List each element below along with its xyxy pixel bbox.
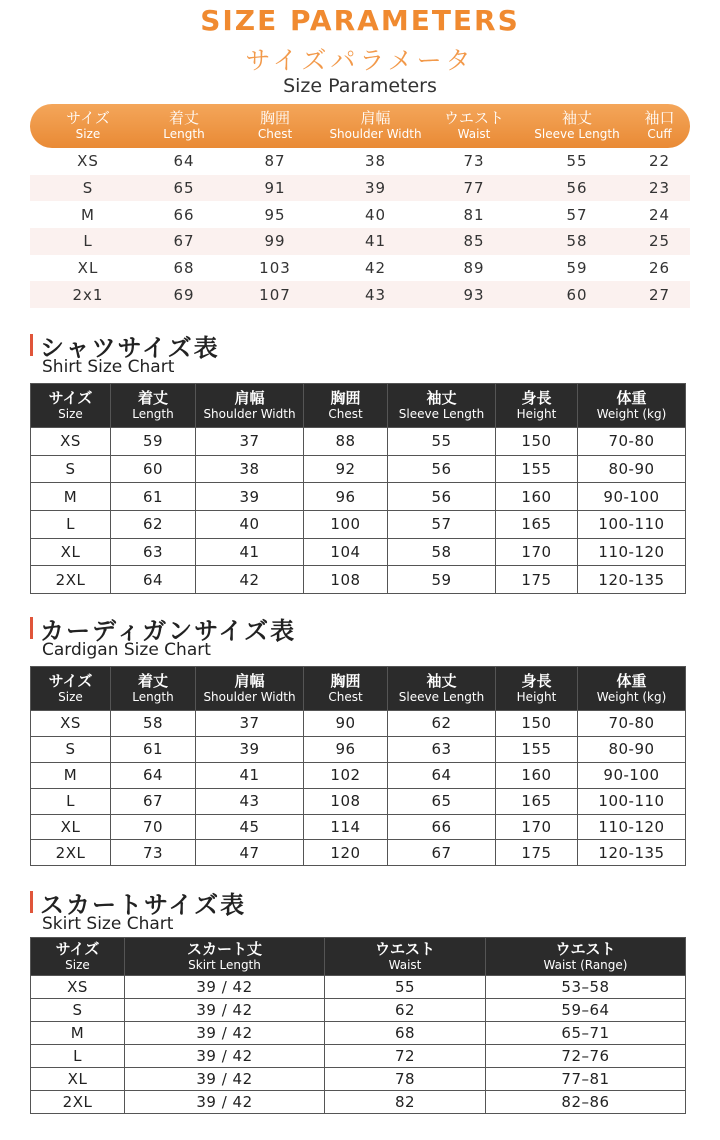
cardigan-title-jp: カーディガンサイズ表 xyxy=(40,617,297,645)
column-header-en: Height xyxy=(516,407,557,421)
table-cell: 77 xyxy=(463,179,485,198)
column-header-en: Size xyxy=(58,407,83,421)
column-header-jp: ウエスト xyxy=(443,109,504,127)
table-cell: 39 / 42 xyxy=(125,1068,325,1091)
column-header-jp: 袖丈 xyxy=(426,672,457,690)
table-cell: 165 xyxy=(496,788,578,814)
table-row xyxy=(31,711,686,737)
table-cell: 59–64 xyxy=(486,999,686,1022)
table-cell: 56 xyxy=(388,483,496,511)
table-cell: 73 xyxy=(463,152,485,171)
table-row xyxy=(31,538,686,566)
column-header-en: Sleeve Length xyxy=(398,407,485,421)
table-cell: 65 xyxy=(173,179,195,198)
column-header-en: Shoulder Width xyxy=(203,690,296,704)
table-cell: 150 xyxy=(496,428,578,456)
table-cell: 90-100 xyxy=(578,762,686,788)
column-header xyxy=(578,384,686,428)
table-cell: 53–58 xyxy=(486,976,686,999)
table-cell: 100-110 xyxy=(578,511,686,539)
table-cell: 56 xyxy=(388,455,496,483)
table-cell: 64 xyxy=(111,762,196,788)
table-cell: 63 xyxy=(388,736,496,762)
table-cell: 69 xyxy=(173,285,195,304)
table-cell: 61 xyxy=(111,736,196,762)
table-cell: 56 xyxy=(566,179,588,198)
table-cell: 66 xyxy=(173,205,195,224)
table-row xyxy=(31,762,686,788)
column-header-en: Size xyxy=(75,127,101,141)
column-header-jp: 袖口 xyxy=(644,109,675,127)
table-cell: 57 xyxy=(566,205,588,224)
table-cell: 68 xyxy=(325,1022,486,1045)
page-subtitle-jp: サイズパラメータ xyxy=(245,46,475,75)
table-cell: 67 xyxy=(388,840,496,866)
column-header xyxy=(388,667,496,711)
table-cell: L xyxy=(31,511,111,539)
table-cell: 40 xyxy=(364,205,387,224)
table-cell: 104 xyxy=(304,538,388,566)
table-cell: 170 xyxy=(496,814,578,840)
table-row xyxy=(31,566,686,594)
table-row xyxy=(31,483,686,511)
table-cell: 62 xyxy=(325,999,486,1022)
column-header xyxy=(304,667,388,711)
table-cell: 45 xyxy=(196,814,304,840)
column-header-en: Cuff xyxy=(647,127,672,141)
table-cell: 27 xyxy=(648,285,671,304)
table-row xyxy=(30,228,690,255)
column-header-jp: サイズ xyxy=(55,940,100,958)
column-header-jp: 胸囲 xyxy=(259,109,290,127)
column-header-jp: サイズ xyxy=(66,109,110,127)
table-cell: 2XL xyxy=(31,566,111,594)
column-header-jp: サイズ xyxy=(48,672,93,690)
table-cell: 108 xyxy=(304,566,388,594)
table-row xyxy=(31,1091,686,1114)
table-row xyxy=(30,255,690,282)
table-cell: 41 xyxy=(196,762,304,788)
table-cell: 39 xyxy=(196,483,304,511)
table-cell: 40 xyxy=(196,511,304,539)
cardigan-title-en: Cardigan Size Chart xyxy=(42,640,211,660)
table-row xyxy=(31,1045,686,1068)
table-row xyxy=(31,999,686,1022)
column-header-en: Length xyxy=(163,127,205,141)
table-cell: M xyxy=(31,1022,125,1045)
column-header-jp: ウエスト xyxy=(555,940,616,958)
table-cell: 58 xyxy=(388,538,496,566)
table-cell: 39 / 42 xyxy=(125,999,325,1022)
table-cell: 70-80 xyxy=(578,428,686,456)
column-header xyxy=(31,384,111,428)
table-cell: 2XL xyxy=(31,840,111,866)
table-cell: 62 xyxy=(388,711,496,737)
column-header xyxy=(525,104,629,148)
table-cell: 110-120 xyxy=(578,538,686,566)
column-header-en: Length xyxy=(132,690,174,704)
column-header-jp: 胸囲 xyxy=(330,672,361,690)
table-cell: 114 xyxy=(304,814,388,840)
column-header-en: Chest xyxy=(257,127,293,141)
table-cell: 65 xyxy=(388,788,496,814)
table-cell: 58 xyxy=(111,711,196,737)
table-cell: 42 xyxy=(364,259,387,278)
table-cell: 64 xyxy=(388,762,496,788)
column-header xyxy=(325,938,486,976)
column-header xyxy=(111,667,196,711)
table-cell: 26 xyxy=(648,259,671,278)
table-cell: 55 xyxy=(388,428,496,456)
column-header xyxy=(222,104,328,148)
table-cell: 150 xyxy=(496,711,578,737)
column-header-jp: 体重 xyxy=(616,672,647,690)
column-header-jp: 肩幅 xyxy=(360,109,391,127)
cardigan-size-table xyxy=(30,666,686,866)
column-header xyxy=(30,104,146,148)
table-cell: 165 xyxy=(496,511,578,539)
table-cell: 85 xyxy=(463,232,485,251)
column-header xyxy=(629,104,690,148)
column-header xyxy=(388,384,496,428)
table-cell: S xyxy=(82,179,94,198)
table-cell: 64 xyxy=(173,152,195,171)
section-accent-bar xyxy=(30,334,33,356)
column-header-en: Shoulder Width xyxy=(203,407,296,421)
skirt-title-jp: スカートサイズ表 xyxy=(40,891,247,919)
column-header-jp: 身長 xyxy=(521,672,552,690)
column-header-jp: 肩幅 xyxy=(234,389,265,407)
shirt-title-en: Shirt Size Chart xyxy=(42,357,175,377)
table-cell: 82 xyxy=(325,1091,486,1114)
table-cell: XL xyxy=(31,538,111,566)
skirt-size-table xyxy=(30,937,686,1114)
size-parameters-header xyxy=(30,104,690,148)
column-header xyxy=(304,384,388,428)
table-row xyxy=(31,736,686,762)
table-row xyxy=(30,175,690,202)
section-accent-bar xyxy=(30,891,33,913)
table-cell: XS xyxy=(31,428,111,456)
column-header-en: Height xyxy=(516,690,557,704)
table-cell: 39 / 42 xyxy=(125,1091,325,1114)
table-cell: 99 xyxy=(264,232,286,251)
table-cell: 107 xyxy=(259,285,291,304)
table-cell: 155 xyxy=(496,455,578,483)
table-cell: 41 xyxy=(364,232,387,251)
column-header-jp: 肩幅 xyxy=(234,672,265,690)
column-header-en: Size xyxy=(65,958,90,972)
column-header xyxy=(31,938,125,976)
table-cell: 62 xyxy=(111,511,196,539)
table-row xyxy=(31,788,686,814)
table-cell: 67 xyxy=(173,232,195,251)
table-cell: 120 xyxy=(304,840,388,866)
table-cell: 42 xyxy=(196,566,304,594)
column-header-jp: サイズ xyxy=(48,389,93,407)
section-accent-bar xyxy=(30,617,33,639)
table-cell: 65–71 xyxy=(486,1022,686,1045)
table-cell: XS xyxy=(77,152,99,171)
table-cell: 96 xyxy=(304,483,388,511)
table-cell: S xyxy=(31,455,111,483)
table-cell: 39 / 42 xyxy=(125,1022,325,1045)
table-cell: 160 xyxy=(496,762,578,788)
column-header-en: Sleeve Length xyxy=(534,127,620,141)
table-cell: 38 xyxy=(364,152,387,171)
table-cell: 72 xyxy=(325,1045,486,1068)
table-cell: 155 xyxy=(496,736,578,762)
table-cell: 89 xyxy=(463,259,485,278)
table-cell: 63 xyxy=(111,538,196,566)
table-cell: 2x1 xyxy=(72,285,104,304)
table-cell: 67 xyxy=(111,788,196,814)
table-cell: 87 xyxy=(264,152,286,171)
table-cell: 55 xyxy=(325,976,486,999)
column-header-en: Sleeve Length xyxy=(398,690,485,704)
column-header-en: Length xyxy=(132,407,174,421)
table-cell: XL xyxy=(31,1068,125,1091)
column-header-jp: 着丈 xyxy=(137,672,168,690)
table-cell: M xyxy=(31,483,111,511)
column-header-en: Size xyxy=(58,690,83,704)
table-cell: 57 xyxy=(388,511,496,539)
table-cell: 37 xyxy=(196,711,304,737)
table-row xyxy=(31,1068,686,1091)
table-cell: 80-90 xyxy=(578,455,686,483)
table-cell: 81 xyxy=(463,205,485,224)
table-cell: 41 xyxy=(196,538,304,566)
table-cell: 175 xyxy=(496,840,578,866)
table-cell: 91 xyxy=(264,179,286,198)
column-header xyxy=(486,938,686,976)
table-cell: 2XL xyxy=(31,1091,125,1114)
table-cell: 90-100 xyxy=(578,483,686,511)
table-cell: XL xyxy=(31,814,111,840)
column-header xyxy=(496,667,578,711)
table-cell: 100 xyxy=(304,511,388,539)
column-header-jp: 袖丈 xyxy=(561,109,592,127)
table-cell: 88 xyxy=(304,428,388,456)
table-cell: 60 xyxy=(111,455,196,483)
column-header-en: Weight (kg) xyxy=(596,690,667,704)
table-cell: 170 xyxy=(496,538,578,566)
column-header xyxy=(423,104,525,148)
table-header-row xyxy=(31,384,686,428)
column-header xyxy=(328,104,423,148)
table-cell: 43 xyxy=(196,788,304,814)
column-header xyxy=(111,384,196,428)
table-cell: 120-135 xyxy=(578,840,686,866)
shirt-size-table xyxy=(30,383,686,594)
table-cell: 43 xyxy=(364,285,387,304)
table-cell: 108 xyxy=(304,788,388,814)
table-cell: 80-90 xyxy=(578,736,686,762)
column-header-en: Weight (kg) xyxy=(596,407,667,421)
table-cell: 110-120 xyxy=(578,814,686,840)
table-row xyxy=(30,201,690,228)
table-row xyxy=(31,428,686,456)
table-cell: 39 xyxy=(196,736,304,762)
table-cell: 68 xyxy=(173,259,195,278)
table-cell: S xyxy=(31,999,125,1022)
table-cell: S xyxy=(31,736,111,762)
table-row xyxy=(31,1022,686,1045)
table-cell: XS xyxy=(31,711,111,737)
table-cell: L xyxy=(31,1045,125,1068)
shirt-title-jp: シャツサイズ表 xyxy=(40,334,220,362)
column-header-en: Waist xyxy=(457,127,491,141)
table-cell: M xyxy=(31,762,111,788)
column-header-en: Waist xyxy=(388,958,422,972)
column-header xyxy=(31,667,111,711)
column-header-en: Waist (Range) xyxy=(543,958,628,972)
column-header xyxy=(578,667,686,711)
table-cell: 70-80 xyxy=(578,711,686,737)
page-subtitle-en: Size Parameters xyxy=(283,75,437,97)
table-row xyxy=(31,455,686,483)
table-cell: 175 xyxy=(496,566,578,594)
table-cell: 59 xyxy=(388,566,496,594)
column-header-jp: スカート丈 xyxy=(186,940,262,958)
table-cell: XL xyxy=(77,259,99,278)
table-cell: 25 xyxy=(648,232,671,251)
column-header-jp: 袖丈 xyxy=(426,389,457,407)
table-cell: 23 xyxy=(648,179,671,198)
table-cell: 82–86 xyxy=(486,1091,686,1114)
column-header xyxy=(125,938,325,976)
table-cell: 73 xyxy=(111,840,196,866)
table-cell: L xyxy=(83,232,93,251)
table-cell: 102 xyxy=(304,762,388,788)
table-cell: 22 xyxy=(648,152,671,171)
column-header-en: Shoulder Width xyxy=(329,127,422,141)
table-cell: 90 xyxy=(304,711,388,737)
column-header xyxy=(196,667,304,711)
table-cell: 58 xyxy=(566,232,588,251)
table-cell: 39 / 42 xyxy=(125,976,325,999)
table-cell: 78 xyxy=(325,1068,486,1091)
column-header-en: Skirt Length xyxy=(188,958,261,972)
column-header-jp: 着丈 xyxy=(137,389,168,407)
table-cell: 96 xyxy=(304,736,388,762)
size-parameters-body xyxy=(30,148,690,308)
table-cell: 95 xyxy=(264,205,286,224)
column-header-jp: 着丈 xyxy=(168,109,199,127)
table-header-row xyxy=(31,938,686,976)
table-cell: 77–81 xyxy=(486,1068,686,1091)
table-cell: 64 xyxy=(111,566,196,594)
table-row xyxy=(31,840,686,866)
table-cell: 160 xyxy=(496,483,578,511)
table-row xyxy=(30,281,690,308)
table-cell: L xyxy=(31,788,111,814)
table-cell: 38 xyxy=(196,455,304,483)
table-cell: 70 xyxy=(111,814,196,840)
column-header-jp: 身長 xyxy=(521,389,552,407)
table-row xyxy=(31,976,686,999)
column-header-en: Chest xyxy=(328,407,363,421)
table-cell: 60 xyxy=(566,285,588,304)
table-cell: 72–76 xyxy=(486,1045,686,1068)
table-cell: 47 xyxy=(196,840,304,866)
table-cell: M xyxy=(81,205,95,224)
column-header-jp: ウエスト xyxy=(374,940,435,958)
table-header-row xyxy=(31,667,686,711)
table-row xyxy=(30,148,690,175)
table-cell: 39 / 42 xyxy=(125,1045,325,1068)
table-row xyxy=(31,814,686,840)
table-cell: 39 xyxy=(364,179,387,198)
table-cell: 59 xyxy=(111,428,196,456)
table-cell: 93 xyxy=(463,285,485,304)
column-header-jp: 体重 xyxy=(616,389,647,407)
column-header xyxy=(146,104,222,148)
table-cell: 100-110 xyxy=(578,788,686,814)
column-header xyxy=(496,384,578,428)
table-cell: 24 xyxy=(648,205,671,224)
column-header-en: Chest xyxy=(328,690,363,704)
table-row xyxy=(31,511,686,539)
table-cell: 120-135 xyxy=(578,566,686,594)
table-cell: 92 xyxy=(304,455,388,483)
table-cell: 61 xyxy=(111,483,196,511)
table-cell: XS xyxy=(31,976,125,999)
table-cell: 37 xyxy=(196,428,304,456)
table-cell: 103 xyxy=(259,259,291,278)
column-header-jp: 胸囲 xyxy=(330,389,361,407)
skirt-title-en: Skirt Size Chart xyxy=(42,914,174,934)
table-cell: 66 xyxy=(388,814,496,840)
column-header xyxy=(196,384,304,428)
size-parameters-table xyxy=(30,104,690,308)
table-cell: 59 xyxy=(566,259,588,278)
table-cell: 55 xyxy=(566,152,588,171)
page-title: SIZE PARAMETERS xyxy=(200,4,520,37)
